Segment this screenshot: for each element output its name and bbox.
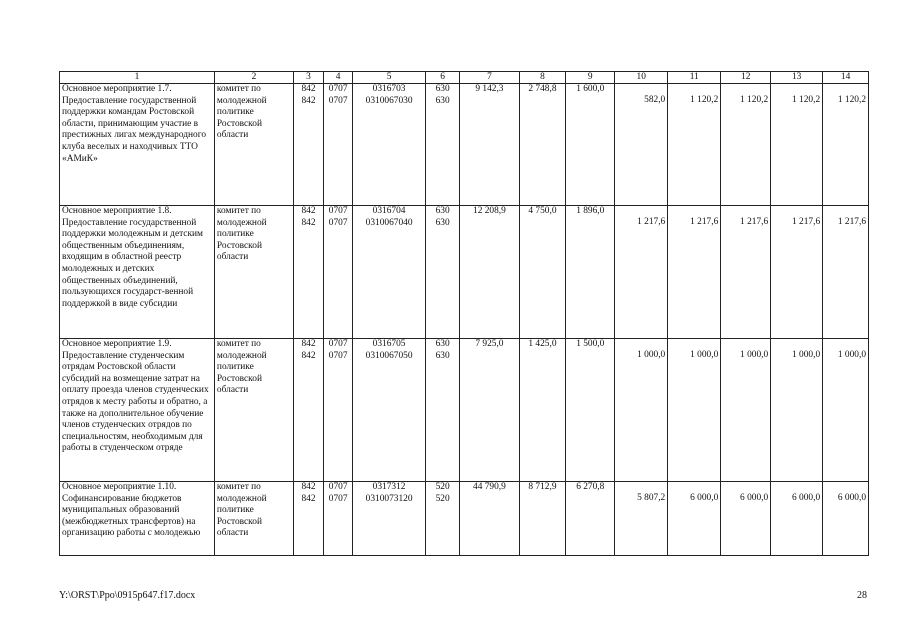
value-col10: 582,0 [615, 84, 668, 206]
executor: комитет по молодежной политике Ростовской области [214, 339, 293, 482]
csr-cell: 0316705 0310067050 [353, 339, 426, 482]
value-col11: 6 000,0 [668, 482, 721, 556]
col-number: 5 [353, 72, 426, 84]
rzpr-cell: 0707 0707 [324, 482, 353, 556]
col-number: 10 [615, 72, 668, 84]
total-value: 9 142,3 [460, 84, 519, 206]
rzpr-cell: 0707 0707 [324, 84, 353, 206]
col-number: 6 [425, 72, 459, 84]
value-col8: 8 712,9 [519, 482, 566, 556]
rzpr-cell: 0707 0707 [324, 206, 353, 339]
col-number: 7 [460, 72, 519, 84]
grbs-cell: 842 842 [293, 206, 323, 339]
col-number: 8 [519, 72, 566, 84]
col-number: 4 [324, 72, 353, 84]
total-value: 7 925,0 [460, 339, 519, 482]
event-name: Основное мероприятие 1.8. Предоставление государственной поддержки молодежным и детским общественным объединениям, входящим в областной реестр молодежных и детских общественных объединений, пользующихся государст-венной поддержкой в виде субсидии [60, 206, 215, 339]
value-col9: 1 600,0 [566, 84, 615, 206]
value-col12: 1 000,0 [721, 339, 771, 482]
event-name: Основное мероприятие 1.10. Софинансирование бюджетов муниципальных образований (межбюджетных трансфертов) на организацию работы с молодежью [60, 482, 215, 556]
value-col10: 1 000,0 [615, 339, 668, 482]
value-col10: 5 807,2 [615, 482, 668, 556]
value-col8: 4 750,0 [519, 206, 566, 339]
file-path: Y:\ORST\Ppo\0915p647.f17.docx [59, 590, 196, 601]
col-number: 14 [823, 72, 869, 84]
value-col13: 1 120,2 [771, 84, 823, 206]
csr-cell: 0316704 0310067040 [353, 206, 426, 339]
value-col8: 2 748,8 [519, 84, 566, 206]
column-numbers-row [60, 72, 869, 84]
value-col13: 1 000,0 [771, 339, 823, 482]
grbs-cell: 842 842 [293, 482, 323, 556]
page-number: 28 [857, 590, 867, 601]
vr-cell: 630 630 [425, 84, 459, 206]
col-number: 12 [721, 72, 771, 84]
col-number: 3 [293, 72, 323, 84]
vr-cell: 520 520 [425, 482, 459, 556]
rzpr-cell: 0707 0707 [324, 339, 353, 482]
value-col11: 1 120,2 [668, 84, 721, 206]
table-row [60, 84, 869, 206]
value-col9: 1 896,0 [566, 206, 615, 339]
vr-cell: 630 630 [425, 339, 459, 482]
value-col12: 6 000,0 [721, 482, 771, 556]
value-col14: 1 120,2 [823, 84, 869, 206]
col-number: 13 [771, 72, 823, 84]
event-name: Основное мероприятие 1.7. Предоставление государственной поддержки командам Ростовской области, принимающим участие в престижных лигах международного клуба веселых и находчивых ТТО «АМиК» [60, 84, 215, 206]
value-col11: 1 000,0 [668, 339, 721, 482]
value-col13: 6 000,0 [771, 482, 823, 556]
event-name: Основное мероприятие 1.9. Предоставление студенческим отрядам Ростовской области субсидий на возмещение затрат на оплату проезда членов студенческих отрядов к месту работы и обратно, а также на дополнительное обучение членов студенческих отрядов по специальностям, необходимым для работы в студенческом отряде [60, 339, 215, 482]
executor: комитет по молодежной политике Ростовской области [214, 206, 293, 339]
col-number: 9 [566, 72, 615, 84]
grbs-cell: 842 842 [293, 84, 323, 206]
total-value: 44 790,9 [460, 482, 519, 556]
value-col8: 1 425,0 [519, 339, 566, 482]
col-number: 11 [668, 72, 721, 84]
grbs-cell: 842 842 [293, 339, 323, 482]
value-col14: 1 000,0 [823, 339, 869, 482]
value-col12: 1 217,6 [721, 206, 771, 339]
value-col14: 1 217,6 [823, 206, 869, 339]
csr-cell: 0317312 0310073120 [353, 482, 426, 556]
table-row [60, 339, 869, 482]
value-col12: 1 120,2 [721, 84, 771, 206]
value-col14: 6 000,0 [823, 482, 869, 556]
table-row [60, 206, 869, 339]
value-col10: 1 217,6 [615, 206, 668, 339]
value-col9: 6 270,8 [566, 482, 615, 556]
total-value: 12 208,9 [460, 206, 519, 339]
value-col11: 1 217,6 [668, 206, 721, 339]
budget-table [59, 71, 869, 556]
col-number: 1 [60, 72, 215, 84]
col-number: 2 [214, 72, 293, 84]
executor: комитет по молодежной политике Ростовской области [214, 84, 293, 206]
csr-cell: 0316703 0310067030 [353, 84, 426, 206]
vr-cell: 630 630 [425, 206, 459, 339]
table-row [60, 482, 869, 556]
executor: комитет по молодежной политике Ростовской области [214, 482, 293, 556]
value-col9: 1 500,0 [566, 339, 615, 482]
value-col13: 1 217,6 [771, 206, 823, 339]
